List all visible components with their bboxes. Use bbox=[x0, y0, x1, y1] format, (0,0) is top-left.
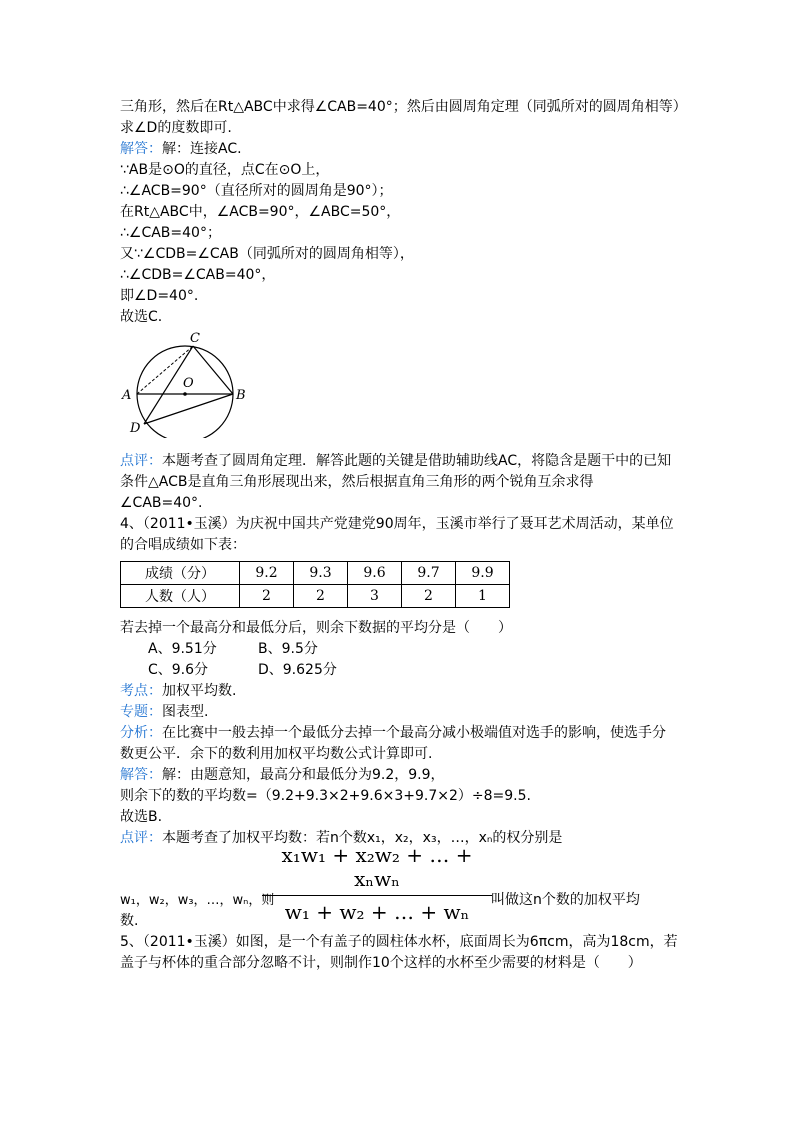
score-table bbox=[120, 561, 510, 608]
weights-text: w₁，w₂，w₃，…，wₙ，则 bbox=[120, 893, 275, 908]
text-line: 即∠D=40°. bbox=[120, 288, 199, 304]
text-line: ∴∠CAB=40°； bbox=[120, 225, 221, 241]
table-cell: 2 bbox=[294, 585, 348, 608]
text-line: 数. bbox=[120, 913, 139, 929]
table-header: 成绩（分） bbox=[121, 562, 240, 585]
comment-text: 本题考查了圆周角定理．解答此题的关键是借助辅助线AC，将隐含是题干中的已知 bbox=[162, 453, 672, 469]
label-d: D bbox=[130, 421, 141, 436]
comment-text: 本题考查了加权平均数：若n个数x₁，x₂，x₃，…，xₙ的权分别是 bbox=[162, 830, 563, 846]
label-o: O bbox=[183, 376, 194, 391]
option-b: B、9.5分 bbox=[258, 641, 318, 657]
question-stem: 4、（2011•玉溪）为庆祝中国共产党建党90周年，玉溪市举行了聂耳艺术周活动，某单位 bbox=[120, 516, 674, 532]
text-line: 故选B. bbox=[120, 809, 163, 825]
formula-numerator: x₁w₁ + x₂w₂ + … + xₙwₙ bbox=[262, 843, 492, 896]
table-cell: 9.2 bbox=[240, 562, 294, 585]
circle-figure bbox=[118, 328, 258, 438]
text-line bbox=[120, 702, 208, 723]
text-line: ∴∠CDB=∠CAB=40°， bbox=[120, 267, 276, 283]
zhuanti-text: 图表型. bbox=[162, 704, 209, 720]
text-line: 故选C. bbox=[120, 309, 163, 325]
text-line bbox=[120, 451, 671, 472]
table-header: 人数（人） bbox=[121, 585, 240, 608]
answer-label: 解答： bbox=[120, 141, 162, 157]
text-line: 条件△ACB是直角三角形展现出来，然后根据直角三角形的两个锐角互余求得 bbox=[120, 474, 594, 490]
kaodian-text: 加权平均数. bbox=[162, 683, 237, 699]
question-stem: 的合唱成绩如下表： bbox=[120, 537, 246, 553]
comment-label: 点评： bbox=[120, 830, 162, 846]
table-cell: 2 bbox=[240, 585, 294, 608]
question-stem: 5、（2011•玉溪）如图，是一个有盖子的圆柱体水杯，底面周长为6πcm，高为18cm，若 bbox=[120, 934, 678, 950]
table-cell: 9.7 bbox=[402, 562, 456, 585]
label-c: C bbox=[190, 331, 200, 346]
label-b: B bbox=[236, 388, 246, 403]
text-line bbox=[120, 723, 666, 744]
text-line bbox=[120, 765, 445, 786]
label-a: A bbox=[122, 388, 132, 403]
text-line: 又∵∠CDB=∠CAB（同弧所对的圆周角相等）， bbox=[120, 246, 414, 262]
comment-label: 点评： bbox=[120, 453, 162, 469]
text-line: 数更公平．余下的数利用加权平均数公式计算即可. bbox=[120, 746, 433, 762]
table-row bbox=[121, 562, 510, 585]
text-line: 在Rt△ABC中，∠ACB=90°，∠ABC=50°， bbox=[120, 204, 401, 220]
answer-text: 解：由题意知，最高分和最低分为9.2，9.9， bbox=[162, 767, 445, 783]
fenxi-label: 分析： bbox=[120, 725, 162, 741]
text-line: ∠CAB=40°. bbox=[120, 495, 203, 511]
answer-label: 解答： bbox=[120, 767, 162, 783]
table-cell: 3 bbox=[348, 585, 402, 608]
text-line: 三角形，然后在Rt△ABC中求得∠CAB=40°；然后由圆周角定理（同弧所对的圆周角相等） bbox=[120, 99, 687, 115]
segment-db bbox=[144, 394, 233, 424]
zhuanti-label: 专题： bbox=[120, 704, 162, 720]
table-cell: 2 bbox=[402, 585, 456, 608]
option-a: A、9.51分 bbox=[148, 641, 217, 657]
formula-denominator: w₁ + w₂ + … + wₙ bbox=[284, 900, 470, 924]
text-line: 则余下的数的平均数=（9.2+9.3×2+9.6×3+9.7×2）÷8=9.5. bbox=[120, 788, 531, 804]
option-d: D、9.625分 bbox=[258, 662, 337, 678]
center-point bbox=[183, 392, 187, 396]
answer-text: 解：连接AC. bbox=[162, 141, 242, 157]
table-cell: 1 bbox=[456, 585, 510, 608]
weighted-mean-formula bbox=[262, 843, 492, 924]
table-cell: 9.9 bbox=[456, 562, 510, 585]
text-line: 求∠D的度数即可. bbox=[120, 120, 232, 136]
fenxi-text: 在比赛中一般去掉一个最低分去掉一个最高分减小极端值对选手的影响，使选手分 bbox=[162, 725, 666, 741]
text-line bbox=[120, 139, 242, 160]
option-c: C、9.6分 bbox=[148, 662, 209, 678]
text-line: ∴∠ACB=90°（直径所对的圆周角是90°）； bbox=[120, 183, 393, 199]
table-row bbox=[121, 585, 510, 608]
table-cell: 9.3 bbox=[294, 562, 348, 585]
question-stem: 盖子与杯体的重合部分忽略不计，则制作10个这样的水杯至少需要的材料是（ ） bbox=[120, 955, 642, 971]
kaodian-label: 考点： bbox=[120, 683, 162, 699]
text-line bbox=[120, 681, 236, 702]
question-text: 若去掉一个最高分和最低分后，则余下数据的平均分是（ ） bbox=[120, 620, 512, 636]
text-line: 叫做这n个数的加权平均 bbox=[491, 892, 640, 908]
table-cell: 9.6 bbox=[348, 562, 402, 585]
text-line: ∵AB是⊙O的直径，点C在⊙O上， bbox=[120, 162, 330, 178]
